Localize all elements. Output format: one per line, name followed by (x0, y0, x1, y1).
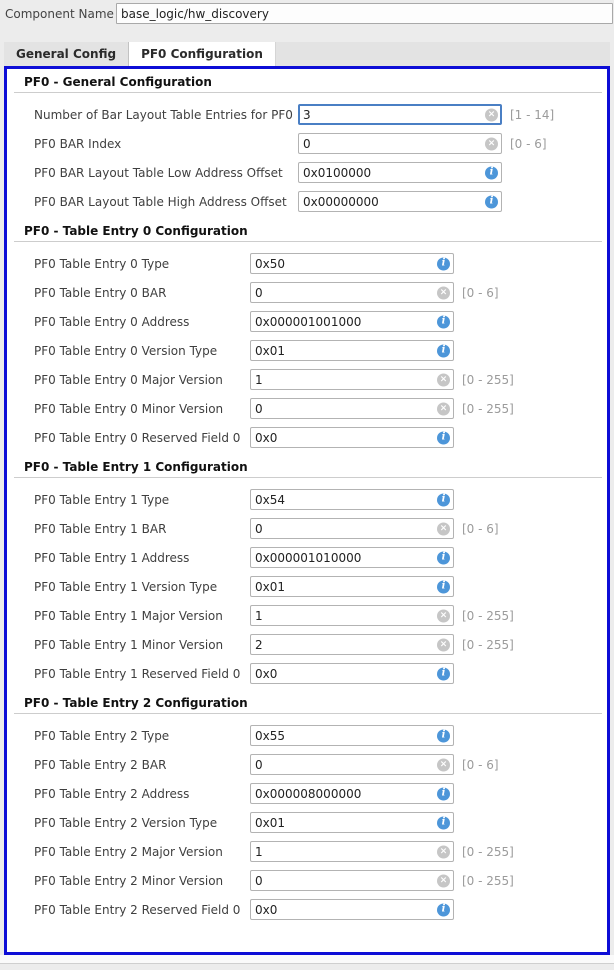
field (250, 427, 454, 448)
field (250, 547, 454, 568)
config-row (34, 340, 607, 361)
field (298, 162, 502, 183)
field (250, 282, 454, 303)
input-pf0-bar-index[interactable] (298, 133, 502, 154)
config-row (34, 812, 607, 833)
section-pf0-table-entry-1-configuration (7, 460, 607, 684)
field (250, 899, 454, 920)
range-hint: [0 - 6] (462, 285, 499, 300)
field (250, 576, 454, 597)
config-row (34, 282, 607, 303)
field-label: PF0 Table Entry 0 Minor Version (34, 401, 224, 416)
input-pf0-table-entry-0-bar[interactable] (250, 282, 454, 303)
field-label: PF0 BAR Layout Table Low Address Offset (34, 165, 283, 180)
section-pf0-table-entry-2-configuration (7, 696, 607, 920)
range-hint: [0 - 255] (462, 401, 514, 416)
info-icon[interactable]: i (437, 816, 450, 829)
field-label: PF0 Table Entry 1 Minor Version (34, 637, 224, 652)
info-icon[interactable]: i (437, 667, 450, 680)
field (250, 870, 454, 891)
clear-icon[interactable]: × (437, 845, 450, 858)
info-icon[interactable]: i (437, 344, 450, 357)
field-label: PF0 Table Entry 2 Major Version (34, 844, 223, 859)
field-label: PF0 Table Entry 2 Type (34, 728, 170, 743)
config-row (34, 663, 607, 684)
clear-icon[interactable]: × (437, 874, 450, 887)
clear-icon[interactable]: × (437, 638, 450, 651)
config-row (34, 191, 607, 212)
section-pf0-table-entry-0-configuration (7, 224, 607, 448)
clear-icon[interactable]: × (437, 373, 450, 386)
config-row (34, 870, 607, 891)
clear-icon[interactable]: × (485, 108, 498, 121)
input-pf0-bar-layout-table-high-address-offset[interactable] (298, 191, 502, 212)
field-label: PF0 BAR Layout Table High Address Offset (34, 194, 287, 209)
config-row (34, 489, 607, 510)
range-hint: [0 - 6] (462, 757, 499, 772)
input-pf0-bar-layout-table-low-address-offset[interactable] (298, 162, 502, 183)
info-icon[interactable]: i (437, 787, 450, 800)
input-pf0-table-entry-1-major-version[interactable] (250, 605, 454, 626)
config-row (34, 369, 607, 390)
clear-icon[interactable]: × (437, 286, 450, 299)
range-hint: [0 - 255] (462, 844, 514, 859)
info-icon[interactable]: i (437, 903, 450, 916)
tab-general-config[interactable]: General Config (4, 42, 129, 66)
input-pf0-table-entry-1-reserved-field-0[interactable] (250, 663, 454, 684)
input-pf0-table-entry-2-version-type[interactable] (250, 812, 454, 833)
section-title: PF0 - Table Entry 2 Configuration (14, 696, 602, 714)
config-row (34, 133, 607, 154)
field-label: PF0 BAR Index (34, 136, 122, 151)
info-icon[interactable]: i (485, 166, 498, 179)
config-row (34, 634, 607, 655)
input-pf0-table-entry-1-type[interactable] (250, 489, 454, 510)
field (298, 104, 502, 125)
config-row (34, 398, 607, 419)
config-row (34, 841, 607, 862)
range-hint: [1 - 14] (510, 107, 555, 122)
field (250, 812, 454, 833)
field-label: PF0 Table Entry 0 BAR (34, 285, 167, 300)
info-icon[interactable]: i (437, 729, 450, 742)
pf0-configuration-panel (4, 66, 610, 955)
field (250, 725, 454, 746)
info-icon[interactable]: i (437, 315, 450, 328)
field-label: PF0 Table Entry 2 BAR (34, 757, 167, 772)
component-name-label: Component Name (5, 6, 114, 21)
input-pf0-table-entry-1-minor-version[interactable] (250, 634, 454, 655)
clear-icon[interactable]: × (437, 402, 450, 415)
input-pf0-table-entry-2-bar[interactable] (250, 754, 454, 775)
info-icon[interactable]: i (437, 493, 450, 506)
field (250, 663, 454, 684)
input-number-of-bar-layout-table-entries-for-pf0[interactable] (298, 104, 502, 125)
section-title: PF0 - Table Entry 0 Configuration (14, 224, 602, 242)
config-row (34, 754, 607, 775)
field-label: PF0 Table Entry 1 Major Version (34, 608, 223, 623)
info-icon[interactable]: i (437, 257, 450, 270)
input-pf0-table-entry-2-reserved-field-0[interactable] (250, 899, 454, 920)
field (250, 253, 454, 274)
field (250, 783, 454, 804)
field-label: PF0 Table Entry 1 Address (34, 550, 190, 565)
component-name-input[interactable] (116, 3, 613, 24)
config-row (34, 162, 607, 183)
field-label: Number of Bar Layout Table Entries for PF0 (34, 107, 293, 122)
input-pf0-table-entry-0-reserved-field-0[interactable] (250, 427, 454, 448)
field-label: PF0 Table Entry 2 Minor Version (34, 873, 224, 888)
range-hint: [0 - 255] (462, 372, 514, 387)
field-label: PF0 Table Entry 1 Type (34, 492, 170, 507)
field-label: PF0 Table Entry 2 Reserved Field 0 (34, 902, 241, 917)
config-row (34, 783, 607, 804)
field (250, 518, 454, 539)
range-hint: [0 - 255] (462, 873, 514, 888)
clear-icon[interactable]: × (437, 758, 450, 771)
config-row (34, 427, 607, 448)
field (250, 841, 454, 862)
config-row (34, 605, 607, 626)
info-icon[interactable]: i (485, 195, 498, 208)
info-icon[interactable]: i (437, 431, 450, 444)
field-label: PF0 Table Entry 0 Version Type (34, 343, 218, 358)
input-pf0-table-entry-2-type[interactable] (250, 725, 454, 746)
component-name-row (0, 0, 614, 27)
field-label: PF0 Table Entry 1 Version Type (34, 579, 218, 594)
config-row (34, 547, 607, 568)
range-hint: [0 - 6] (510, 136, 547, 151)
range-hint: [0 - 255] (462, 608, 514, 623)
config-row (34, 104, 607, 125)
input-pf0-table-entry-0-type[interactable] (250, 253, 454, 274)
input-pf0-table-entry-1-bar[interactable] (250, 518, 454, 539)
field (250, 369, 454, 390)
field (250, 605, 454, 626)
field (250, 340, 454, 361)
input-pf0-table-entry-2-address[interactable] (250, 783, 454, 804)
config-row (34, 253, 607, 274)
input-pf0-table-entry-2-major-version[interactable] (250, 841, 454, 862)
field (298, 191, 502, 212)
clear-icon[interactable]: × (485, 137, 498, 150)
input-pf0-table-entry-2-minor-version[interactable] (250, 870, 454, 891)
field-label: PF0 Table Entry 2 Address (34, 786, 190, 801)
field-label: PF0 Table Entry 0 Type (34, 256, 170, 271)
section-title: PF0 - General Configuration (14, 75, 602, 93)
field-label: PF0 Table Entry 0 Address (34, 314, 190, 329)
field-label: PF0 Table Entry 0 Reserved Field 0 (34, 430, 241, 445)
field (250, 754, 454, 775)
input-pf0-table-entry-0-major-version[interactable] (250, 369, 454, 390)
field (250, 634, 454, 655)
input-pf0-table-entry-0-minor-version[interactable] (250, 398, 454, 419)
bottom-strip (0, 955, 614, 970)
input-pf0-table-entry-1-version-type[interactable] (250, 576, 454, 597)
section-pf0-general-configuration (7, 75, 607, 212)
clear-icon[interactable]: × (437, 522, 450, 535)
config-row (34, 576, 607, 597)
input-pf0-table-entry-0-address[interactable] (250, 311, 454, 332)
field-label: PF0 Table Entry 1 BAR (34, 521, 167, 536)
config-row (34, 899, 607, 920)
config-row (34, 518, 607, 539)
clear-icon[interactable]: × (437, 609, 450, 622)
range-hint: [0 - 6] (462, 521, 499, 536)
tab-pf0-configuration[interactable]: PF0 Configuration (129, 42, 276, 66)
tab-bar (4, 42, 610, 66)
info-icon[interactable]: i (437, 551, 450, 564)
input-pf0-table-entry-0-version-type[interactable] (250, 340, 454, 361)
config-row (34, 725, 607, 746)
section-title: PF0 - Table Entry 1 Configuration (14, 460, 602, 478)
field-label: PF0 Table Entry 1 Reserved Field 0 (34, 666, 241, 681)
field-label: PF0 Table Entry 0 Major Version (34, 372, 223, 387)
field-label: PF0 Table Entry 2 Version Type (34, 815, 218, 830)
info-icon[interactable]: i (437, 580, 450, 593)
field (250, 311, 454, 332)
range-hint: [0 - 255] (462, 637, 514, 652)
input-pf0-table-entry-1-address[interactable] (250, 547, 454, 568)
field (250, 398, 454, 419)
field (298, 133, 502, 154)
config-row (34, 311, 607, 332)
field (250, 489, 454, 510)
